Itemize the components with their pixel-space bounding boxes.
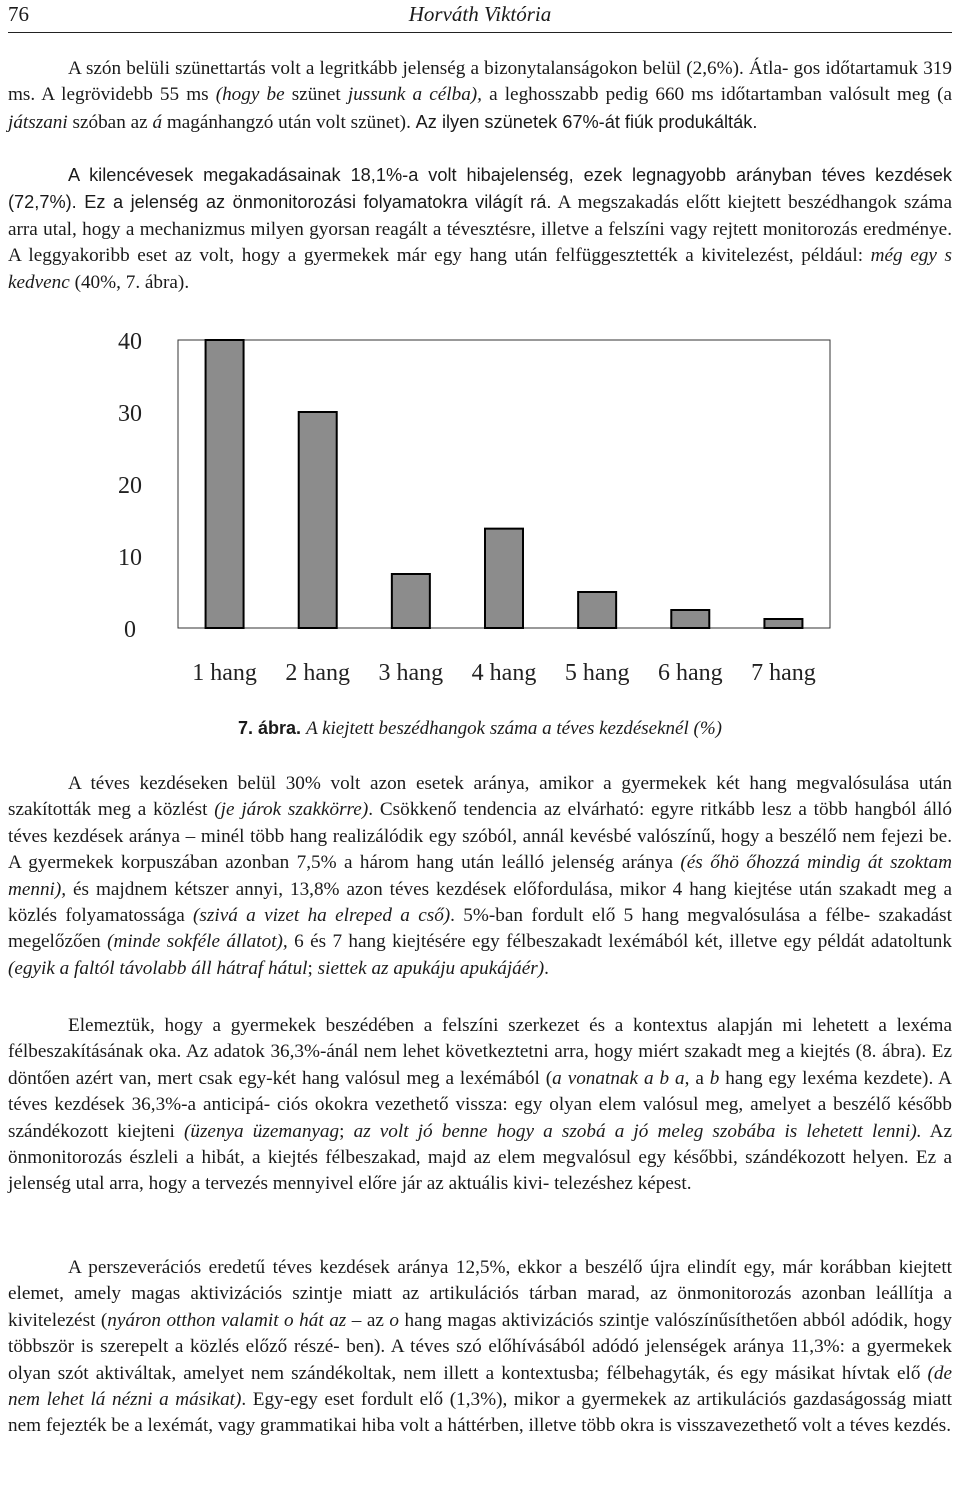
paragraph-two-sound-starts	[8, 771, 952, 982]
page-header	[8, 0, 952, 33]
italic-example-run: még egy s kedvenc	[8, 245, 952, 293]
text-run: – az	[346, 1309, 390, 1331]
italic-example-run: (szivá a vizet ha elreped a cső)	[193, 905, 451, 927]
italic-example-run: az volt jó benne hogy a szobá a jó meleg szobába is lehetett lenni).	[353, 1120, 922, 1142]
bar	[764, 619, 802, 628]
x-tick-label: 6 hang	[657, 660, 723, 686]
y-tick-label: 30	[118, 401, 142, 427]
text-run: ;	[307, 957, 318, 979]
text-run: hang magas aktivizációs szintje valószínűsíthetően abból adódik, hogy többször is szerepelt a közlés előző részé- ben). A téves szó előhívásából adódó jelenségek aránya 11,3%: a gyermekek olyan szót aktiváltak, amelyet nem szándékoltak, nem illett a kontextusba; félbehagyták, és egy másikat hívtak elő	[8, 1309, 952, 1384]
x-tick-label: 3 hang	[378, 660, 444, 686]
figure-title: A kiejtett beszédhangok száma a téves kezdéseknél (%)	[306, 718, 722, 739]
text-run: Az ilyen szünetek 67%-át fiúk produkálták.	[415, 111, 758, 132]
italic-example-run: (és őhö őhozzá mindig át szoktam menni),	[8, 852, 953, 900]
text-run: A szón belüli szünettartás volt a legritkább jelenség a bizonytalanságokon belül (2,6%). Átla- gos időtartamuk 319 ms. A legrövidebb 55 ms	[8, 58, 952, 106]
italic-example-run: jussunk a célba),	[347, 84, 482, 106]
text-run: és majdnem kétszer annyi, 13,8% azon téves kezdések előfordulása, mikor 4 hang kiejtése után szakadt meg a közlés folyamatossága	[8, 878, 952, 927]
italic-example-run: siettek az apukáju apukájáér)	[317, 957, 545, 979]
italic-example-run: (egyik a faltól távolabb áll hátraf hátul	[8, 957, 308, 979]
italic-example-run: (de nem lehet lá nézni a másikat)	[8, 1362, 952, 1411]
bar	[392, 574, 430, 628]
x-tick-label: 2 hang	[285, 660, 351, 686]
italic-example-run: á	[152, 111, 163, 133]
text-run: , a	[684, 1067, 710, 1089]
text-run: A kilencévesek megakadásainak 18,1%-a volt hibajelenség, ezek legnagyobb arányban téves kezdések (72,7%). Ez a jelenség az önmonitorozási folyamatokra világít rá.	[8, 165, 952, 213]
y-tick-label: 20	[118, 473, 142, 499]
paragraph-pause-duration	[8, 56, 952, 136]
text-run: hang egy lexéma kezdete). A téves kezdések 36,3%-a anticipá- ciós okokra vezethető vissza: egy olyan elem valósul meg, amelyet a beszélő később szándékozott kiejteni	[8, 1067, 952, 1142]
bar	[578, 592, 616, 628]
text-run: A perszeverációs eredetű téves kezdések aránya 12,5%, ekkor a beszélő újra elindít egy, már korábban kiejtett elemet, amely magas aktivizációs szintje miatt az artikulációs tárban marad, az önmonitorozás azonban leállítja a kivitelezést (	[8, 1257, 952, 1331]
x-tick-label: 1 hang	[192, 660, 257, 686]
italic-example-run: nyáron otthon valamit o hát az	[107, 1309, 347, 1331]
figure-label: 7. ábra.	[238, 718, 302, 738]
italic-example-run: (üzenya üzemanyag	[183, 1120, 340, 1142]
y-tick-label: 10	[118, 545, 142, 571]
page-number: 76	[8, 2, 29, 26]
italic-example-run: (je járok szakkörre)	[214, 799, 369, 821]
text-run: (40%, 7. ábra).	[69, 271, 190, 293]
y-tick-label: 0	[124, 617, 136, 643]
italic-example-run: b	[709, 1067, 720, 1089]
running-title: Horváth Viktória	[408, 2, 552, 26]
text-run: ;	[339, 1120, 354, 1142]
paragraph-false-starts	[8, 162, 952, 296]
paragraph-causes-analysis	[8, 1013, 952, 1198]
x-tick-label: 4 hang	[471, 660, 537, 686]
text-run: a leghosszabb pedig 660 ms időtartamban valósult meg (a	[481, 84, 952, 106]
text-run: . 5%-ban fordult elő 5 hang megvalósulása a félbe- szakadást megelőzően	[8, 905, 952, 953]
italic-example-run: a vonatnak a b a	[552, 1067, 685, 1089]
italic-example-run: (minde sokféle állatot),	[107, 931, 288, 953]
x-tick-label: 5 hang	[564, 660, 630, 686]
text-run: magánhangzó után volt szünet).	[162, 111, 416, 133]
bar	[206, 340, 244, 628]
text-run: .	[544, 957, 549, 979]
italic-example-run: játszani	[8, 111, 68, 133]
bar	[671, 610, 709, 628]
text-run: . Egy-egy eset fordult elő (1,3%), mikor a gyermekek az artikulációs gazdaságosság miatt nem fejezték be a lexémát, vagy grammatikai hiba volt a háttérben, illetve több okra is visszavezethető volt a téves kezdés.	[8, 1389, 952, 1437]
paragraph-perseveration	[8, 1255, 952, 1440]
x-tick-label: 7 hang	[751, 660, 816, 686]
text-run: A megszakadás előtt kiejtett beszédhangok száma arra utal, hogy a mechanizmus milyen gyorsan reagált a tévesztésre, illetve a felszíni vagy rejtett monitorozás eredménye. A leggyakoribb eset az volt, hogy a gyermekek már egy hang után felfüggesztették a kivitelezést, például:	[8, 192, 952, 267]
bar-chart-sounds-before-break	[100, 320, 840, 700]
figure-caption	[0, 718, 960, 740]
text-run: Elemeztük, hogy a gyermekek beszédében a felszíni szerkezet és a kontextus alapján mi lehetett a lexéma félbeszakításának oka. Az adatok 36,3%-ánál nem lehet következtetni arra, hogy miért szakadt meg a kiejtés (8. ábra). Ez döntően azért van, mert csak egy-két hang valósul meg a lexémából (	[8, 1015, 952, 1089]
italic-example-run: (hogy be	[215, 84, 285, 106]
bar	[485, 529, 523, 628]
text-run: Az önmonitorozás észleli a hibát, a kiejtés félbeszakad, majd az elem megvalósul egy későbbi, szándékozott helyen. Ez a jelenség utal arra, hogy a tervezés mennyivel előre jár az aktuális kivi- telezéshez képest.	[8, 1120, 952, 1195]
text-run: szóban az	[67, 111, 153, 133]
text-run: szünet	[284, 84, 348, 106]
italic-example-run: o	[389, 1309, 400, 1331]
text-run: A téves kezdéseken belül 30% volt azon esetek aránya, amikor a gyermekek két hang megvalósulása után szakították meg a közlést	[8, 773, 952, 821]
text-run: . Csökkenő tendencia az elvárható: egyre ritkább lesz a több hangból álló téves kezdések aránya – minél több hang realizálódik egy szóból, annál kevésbé valószínű, hogy a beszélő nem fejezi be. A gyermekek korpuszában azonban 7,5% a három hang után leálló jelenség aránya	[8, 799, 952, 874]
text-run: 6 és 7 hang kiejtésére egy félbeszakadt lexémából két, illetve egy példát adatoltunk	[287, 931, 952, 953]
y-tick-label: 40	[118, 329, 142, 355]
bar	[299, 412, 337, 628]
